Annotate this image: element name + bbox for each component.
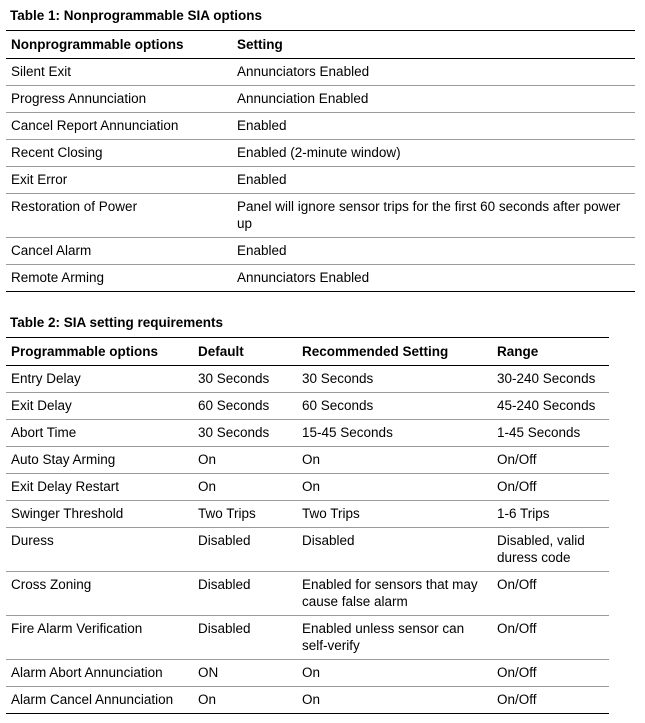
default-cell: On xyxy=(193,687,297,714)
option-cell: Restoration of Power xyxy=(6,194,232,238)
setting-cell: Enabled xyxy=(232,238,635,265)
default-cell: Disabled xyxy=(193,572,297,616)
table-row xyxy=(6,616,609,660)
table-row xyxy=(6,660,609,687)
table-row xyxy=(6,366,609,393)
option-cell: Fire Alarm Verification xyxy=(6,616,193,660)
table-row xyxy=(6,447,609,474)
table-row xyxy=(6,393,609,420)
recommended-cell: 15-45 Seconds xyxy=(297,420,492,447)
table-row xyxy=(6,501,609,528)
option-cell: Duress xyxy=(6,528,193,572)
table-row xyxy=(6,86,635,113)
table-row xyxy=(6,59,635,86)
setting-cell: Annunciation Enabled xyxy=(232,86,635,113)
setting-cell: Enabled xyxy=(232,113,635,140)
setting-cell: Annunciators Enabled xyxy=(232,265,635,292)
recommended-cell: Enabled for sensors that may cause false alarm xyxy=(297,572,492,616)
option-cell: Swinger Threshold xyxy=(6,501,193,528)
default-cell: Disabled xyxy=(193,528,297,572)
table-2-header-options: Programmable options xyxy=(6,338,193,366)
option-cell: Remote Arming xyxy=(6,265,232,292)
range-cell: 30-240 Seconds xyxy=(492,366,609,393)
recommended-cell: On xyxy=(297,660,492,687)
table-2-header-recommended: Recommended Setting xyxy=(297,338,492,366)
recommended-cell: Enabled unless sensor can self-verify xyxy=(297,616,492,660)
default-cell: On xyxy=(193,447,297,474)
default-cell: 30 Seconds xyxy=(193,366,297,393)
option-cell: Progress Annunciation xyxy=(6,86,232,113)
table-row xyxy=(6,238,635,265)
table-1-header-options: Nonprogrammable options xyxy=(6,31,232,59)
table-1 xyxy=(6,30,635,292)
table-row xyxy=(6,420,609,447)
table-1-caption: Table 1: Nonprogrammable SIA options xyxy=(10,8,263,23)
option-cell: Cross Zoning xyxy=(6,572,193,616)
recommended-cell: On xyxy=(297,447,492,474)
option-cell: Cancel Alarm xyxy=(6,238,232,265)
option-cell: Auto Stay Arming xyxy=(6,447,193,474)
table-row xyxy=(6,194,635,238)
option-cell: Exit Delay xyxy=(6,393,193,420)
option-cell: Cancel Report Annunciation xyxy=(6,113,232,140)
setting-cell: Panel will ignore sensor trips for the first 60 seconds after power up xyxy=(232,194,635,238)
setting-cell: Enabled xyxy=(232,167,635,194)
default-cell: 30 Seconds xyxy=(193,420,297,447)
table-row xyxy=(6,687,609,714)
range-cell: 45-240 Seconds xyxy=(492,393,609,420)
option-cell: Alarm Cancel Annunciation xyxy=(6,687,193,714)
range-cell: On/Off xyxy=(492,687,609,714)
default-cell: ON xyxy=(193,660,297,687)
range-cell: 1-45 Seconds xyxy=(492,420,609,447)
recommended-cell: Disabled xyxy=(297,528,492,572)
option-cell: Entry Delay xyxy=(6,366,193,393)
range-cell: On/Off xyxy=(492,572,609,616)
default-cell: 60 Seconds xyxy=(193,393,297,420)
table-row xyxy=(6,167,635,194)
table-1-header-setting: Setting xyxy=(232,31,635,59)
range-cell: On/Off xyxy=(492,660,609,687)
default-cell: Two Trips xyxy=(193,501,297,528)
option-cell: Exit Error xyxy=(6,167,232,194)
range-cell: On/Off xyxy=(492,474,609,501)
recommended-cell: 60 Seconds xyxy=(297,393,492,420)
default-cell: Disabled xyxy=(193,616,297,660)
option-cell: Recent Closing xyxy=(6,140,232,167)
table-row xyxy=(6,528,609,572)
table-2-header-range: Range xyxy=(492,338,609,366)
table-row xyxy=(6,572,609,616)
range-cell: On/Off xyxy=(492,447,609,474)
table-row xyxy=(6,140,635,167)
setting-cell: Enabled (2-minute window) xyxy=(232,140,635,167)
option-cell: Silent Exit xyxy=(6,59,232,86)
table-row xyxy=(6,265,635,292)
option-cell: Alarm Abort Annunciation xyxy=(6,660,193,687)
table-2-caption: Table 2: SIA setting requirements xyxy=(10,315,224,330)
range-cell: On/Off xyxy=(492,616,609,660)
recommended-cell: 30 Seconds xyxy=(297,366,492,393)
table-1-header-row xyxy=(6,31,635,59)
recommended-cell: Two Trips xyxy=(297,501,492,528)
recommended-cell: On xyxy=(297,687,492,714)
table-row xyxy=(6,474,609,501)
range-cell: 1-6 Trips xyxy=(492,501,609,528)
option-cell: Abort Time xyxy=(6,420,193,447)
recommended-cell: On xyxy=(297,474,492,501)
default-cell: On xyxy=(193,474,297,501)
table-2-header-row xyxy=(6,338,609,366)
table-row xyxy=(6,113,635,140)
table-2-header-default: Default xyxy=(193,338,297,366)
range-cell: Disabled, valid duress code xyxy=(492,528,609,572)
table-2 xyxy=(6,337,609,714)
setting-cell: Annunciators Enabled xyxy=(232,59,635,86)
option-cell: Exit Delay Restart xyxy=(6,474,193,501)
